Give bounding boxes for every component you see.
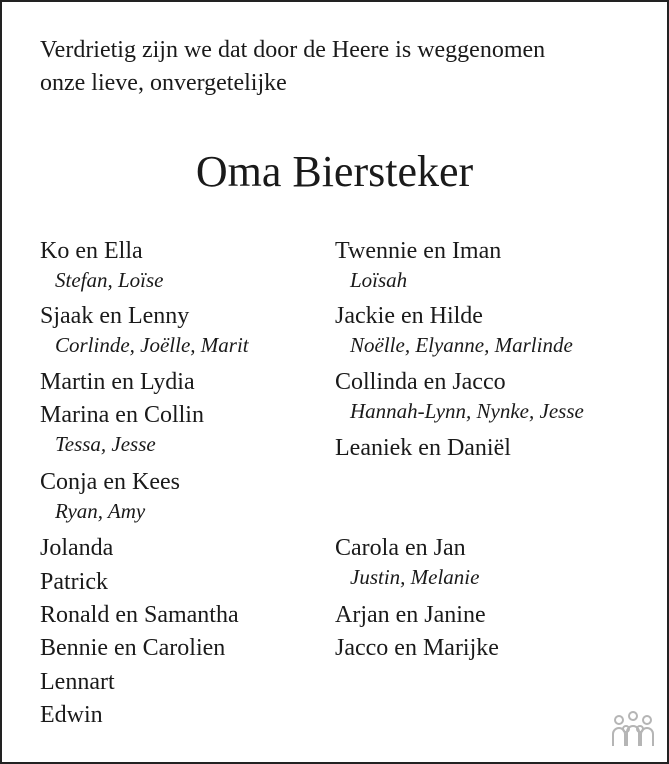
family-names: Conja en Kees (40, 469, 180, 495)
deceased-name: Oma Biersteker (195, 147, 474, 196)
family-entry (40, 700, 103, 730)
family-names: Edwin (40, 702, 103, 728)
family-logo-icon (609, 710, 657, 750)
family-entry (335, 236, 501, 294)
children-names: Hannah-Lynn, Nynke, Jesse (350, 399, 584, 423)
family-names: Jackie en Hilde (335, 303, 483, 329)
family-entry (40, 467, 180, 525)
children-names: Corlinde, Joëlle, Marit (55, 333, 249, 357)
family-names: Collinda en Jacco (335, 369, 506, 395)
children-names: Justin, Melanie (350, 565, 480, 589)
family-names: Arjan en Janine (335, 602, 486, 628)
children-names: Ryan, Amy (55, 499, 146, 523)
intro-text (40, 34, 640, 100)
family-names: Leaniek en Daniël (335, 435, 511, 461)
family-names: Ronald en Samantha (40, 602, 239, 628)
family-entry (40, 533, 113, 563)
family-entry (40, 236, 164, 294)
family-entry (40, 367, 195, 397)
family-names: Bennie en Carolien (40, 635, 226, 661)
family-entry (335, 533, 479, 591)
children-names: Loïsah (350, 268, 408, 292)
family-names: Patrick (40, 569, 108, 595)
children-names: Stefan, Loïse (55, 268, 164, 292)
family-entry (40, 301, 249, 359)
family-entry (40, 567, 108, 597)
family-names: Lennart (40, 669, 115, 695)
children-names: Noëlle, Elyanne, Marlinde (350, 333, 573, 357)
family-names: Sjaak en Lenny (40, 303, 190, 329)
family-entry (40, 400, 204, 458)
family-names: Martin en Lydia (40, 369, 195, 395)
family-entry (335, 433, 511, 463)
family-names: Twennie en Iman (335, 238, 502, 264)
children-names: Tessa, Jesse (55, 432, 156, 456)
family-names: Carola en Jan (335, 535, 466, 561)
family-names: Jolanda (40, 535, 114, 561)
family-names: Ko en Ella (40, 238, 143, 264)
intro-line-2: onze lieve, onvergetelijke (40, 70, 287, 96)
family-entry (335, 600, 486, 630)
family-entry (335, 301, 573, 359)
family-entry (335, 633, 499, 663)
family-names: Marina en Collin (40, 402, 204, 428)
family-entry (40, 600, 239, 630)
family-entry (335, 367, 584, 425)
family-names: Jacco en Marijke (335, 635, 499, 661)
family-entry (40, 633, 225, 663)
family-entry (40, 667, 115, 697)
intro-line-1: Verdrietig zijn we dat door de Heere is weggenomen (40, 37, 546, 63)
